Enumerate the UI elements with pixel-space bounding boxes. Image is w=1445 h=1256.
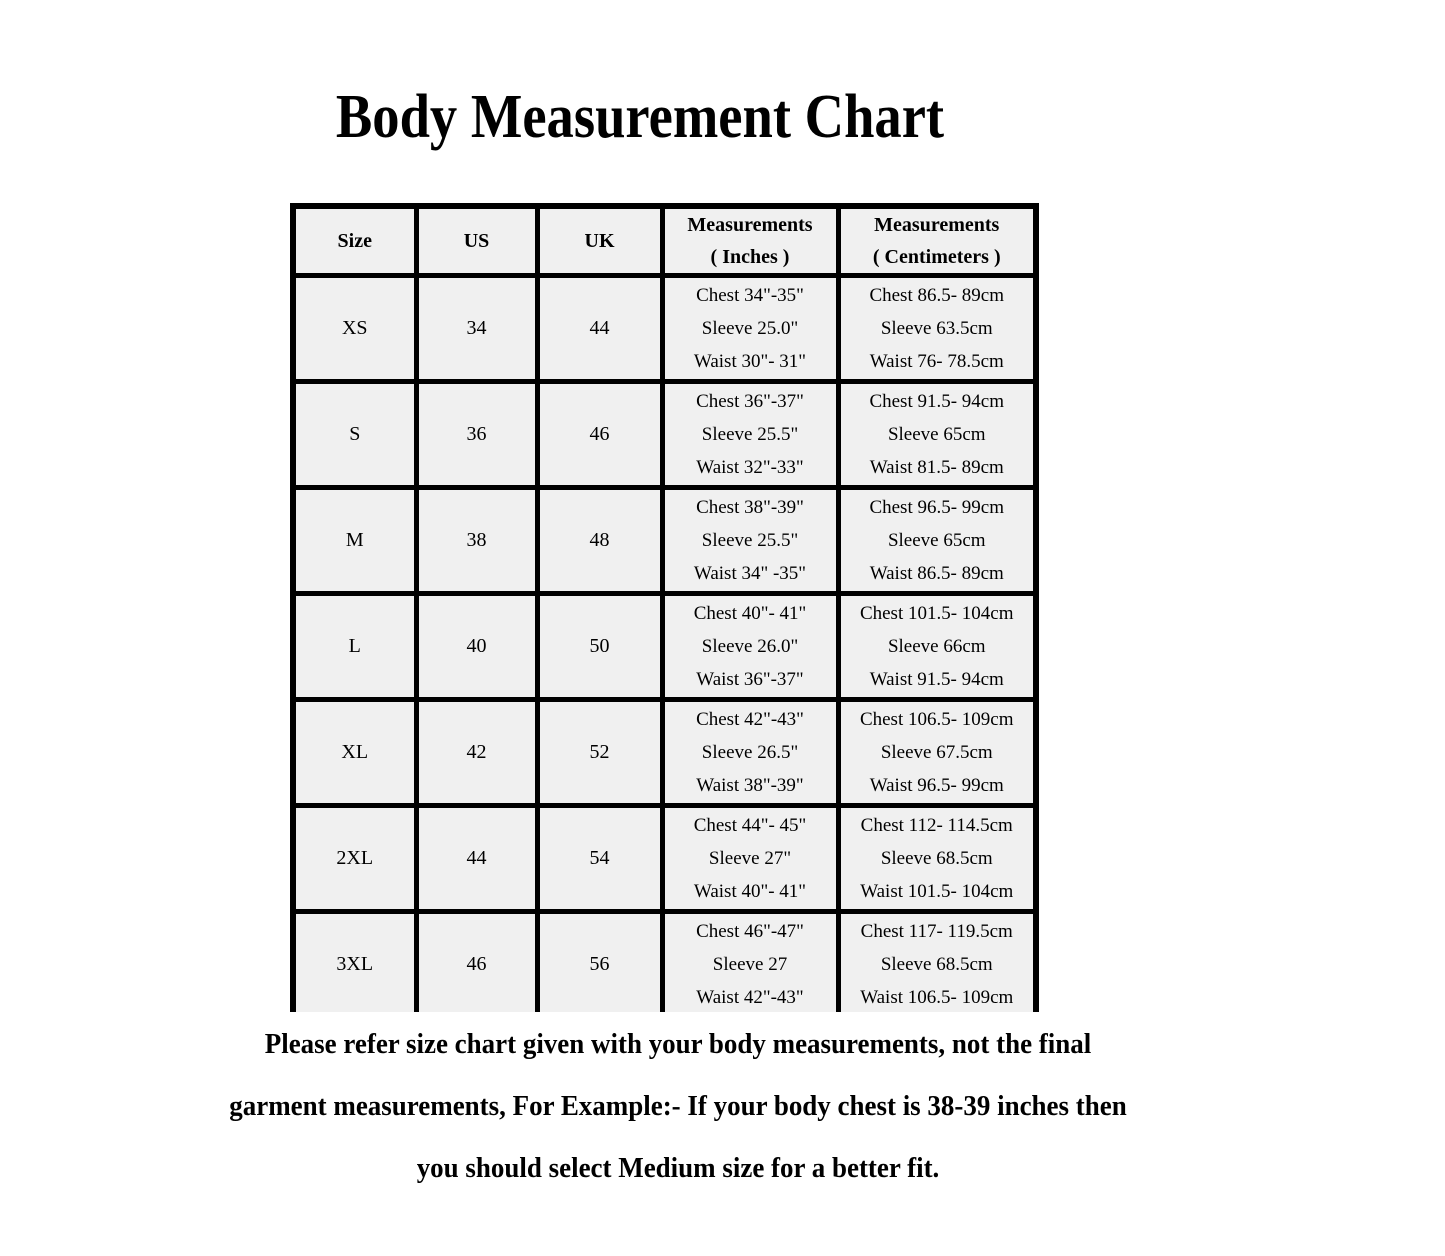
cm-cell: [838, 700, 1036, 806]
chest-line: Chest 117- 119.5cm: [860, 921, 1013, 942]
waist-line: Waist 34" -35": [693, 563, 807, 584]
waist-line: Waist 96.5- 99cm: [869, 775, 1004, 796]
sleeve-line: Sleeve 25.5": [701, 530, 799, 551]
cm-cell: [838, 382, 1036, 488]
header-sublabel: ( Centimeters ): [872, 246, 1001, 268]
chest-line: Chest 38"-39": [696, 497, 804, 518]
chest-line: Chest 44"- 45": [693, 815, 807, 836]
sleeve-line: Sleeve 66cm: [887, 636, 986, 657]
us-cell: 44: [416, 806, 537, 912]
inches-cell: [662, 594, 838, 700]
col-header-inches: [662, 206, 838, 276]
uk-cell: 48: [537, 488, 662, 594]
waist-line: Waist 42"-43": [696, 987, 804, 1008]
chest-line: Chest 46"-47": [696, 921, 804, 942]
inches-cell: [662, 276, 838, 382]
chest-line: Chest 36"-37": [696, 391, 804, 412]
uk-cell: 52: [537, 700, 662, 806]
waist-line: Waist 38"-39": [696, 775, 804, 796]
size-cell: M: [293, 488, 416, 594]
sleeve-line: Sleeve 65cm: [887, 530, 986, 551]
us-cell: 40: [416, 594, 537, 700]
table-header-row: [293, 206, 1036, 276]
waist-line: Waist 86.5- 89cm: [869, 563, 1004, 584]
footer-line-1: Please refer size chart given with your body measurements, not the final: [264, 1028, 1092, 1060]
sleeve-line: Sleeve 65cm: [887, 424, 986, 445]
sleeve-line: Sleeve 26.0": [701, 636, 799, 657]
waist-line: Waist 101.5- 104cm: [860, 881, 1014, 902]
table-row-xl: [293, 700, 1036, 806]
waist-line: Waist 76- 78.5cm: [869, 351, 1004, 372]
chest-line: Chest 106.5- 109cm: [859, 709, 1014, 730]
chest-line: Chest 112- 114.5cm: [860, 815, 1013, 836]
sleeve-line: Sleeve 27": [708, 848, 792, 869]
inches-cell: [662, 382, 838, 488]
header-label: Measurements: [874, 214, 1000, 236]
sleeve-line: Sleeve 67.5cm: [880, 742, 993, 763]
header-label: Measurements: [687, 214, 813, 236]
waist-line: Waist 106.5- 109cm: [860, 987, 1014, 1008]
waist-line: Waist 91.5- 94cm: [869, 669, 1004, 690]
sleeve-line: Sleeve 68.5cm: [880, 848, 993, 869]
page-title: Body Measurement Chart: [335, 83, 945, 151]
chest-line: Chest 96.5- 99cm: [869, 497, 1005, 518]
us-cell: 36: [416, 382, 537, 488]
size-cell: XS: [293, 276, 416, 382]
size-table: [290, 203, 1039, 1012]
cm-cell: [838, 594, 1036, 700]
sleeve-line: Sleeve 27: [712, 954, 788, 975]
size-cell: XL: [293, 700, 416, 806]
table-row-s: [293, 382, 1036, 488]
inches-cell: [662, 488, 838, 594]
table-row-3xl: [293, 912, 1036, 1013]
inches-cell: [662, 912, 838, 1013]
uk-cell: 50: [537, 594, 662, 700]
waist-line: Waist 81.5- 89cm: [869, 457, 1004, 478]
sleeve-line: Sleeve 68.5cm: [880, 954, 993, 975]
header-label: US: [463, 230, 490, 252]
footer-line-3: you should select Medium size for a better fit.: [416, 1152, 940, 1184]
sleeve-line: Sleeve 25.0": [701, 318, 799, 339]
chest-line: Chest 101.5- 104cm: [859, 603, 1014, 624]
size-cell: L: [293, 594, 416, 700]
cm-cell: [838, 806, 1036, 912]
size-cell: 2XL: [293, 806, 416, 912]
cm-cell: [838, 912, 1036, 1013]
col-header-centimeters: [838, 206, 1036, 276]
header-sublabel: ( Inches ): [710, 246, 790, 268]
us-cell: 34: [416, 276, 537, 382]
header-label: Size: [337, 230, 372, 252]
chest-line: Chest 91.5- 94cm: [869, 391, 1005, 412]
waist-line: Waist 36"-37": [696, 669, 804, 690]
col-header-uk: [537, 206, 662, 276]
us-cell: 38: [416, 488, 537, 594]
size-cell: 3XL: [293, 912, 416, 1013]
size-cell: S: [293, 382, 416, 488]
footer-line-2: garment measurements, For Example:- If your body chest is 38-39 inches then: [229, 1090, 1127, 1122]
sleeve-line: Sleeve 63.5cm: [880, 318, 993, 339]
chest-line: Chest 40"- 41": [693, 603, 807, 624]
size-table-container: [290, 203, 1060, 1012]
sleeve-line: Sleeve 26.5": [701, 742, 799, 763]
table-row-2xl: [293, 806, 1036, 912]
waist-line: Waist 30"- 31": [693, 351, 807, 372]
uk-cell: 46: [537, 382, 662, 488]
chest-line: Chest 42"-43": [696, 709, 804, 730]
header-label: UK: [584, 230, 615, 252]
col-header-us: [416, 206, 537, 276]
inches-cell: [662, 806, 838, 912]
table-row-m: [293, 488, 1036, 594]
sleeve-line: Sleeve 25.5": [701, 424, 799, 445]
uk-cell: 56: [537, 912, 662, 1013]
cm-cell: [838, 276, 1036, 382]
cm-cell: [838, 488, 1036, 594]
uk-cell: 54: [537, 806, 662, 912]
table-row-l: [293, 594, 1036, 700]
inches-cell: [662, 700, 838, 806]
waist-line: Waist 32"-33": [696, 457, 804, 478]
uk-cell: 44: [537, 276, 662, 382]
chest-line: Chest 34"-35": [696, 285, 804, 306]
col-header-size: [293, 206, 416, 276]
us-cell: 42: [416, 700, 537, 806]
us-cell: 46: [416, 912, 537, 1013]
chest-line: Chest 86.5- 89cm: [869, 285, 1005, 306]
table-row-xs: [293, 276, 1036, 382]
waist-line: Waist 40"- 41": [693, 881, 807, 902]
footer-note: [47, 1013, 1308, 1199]
